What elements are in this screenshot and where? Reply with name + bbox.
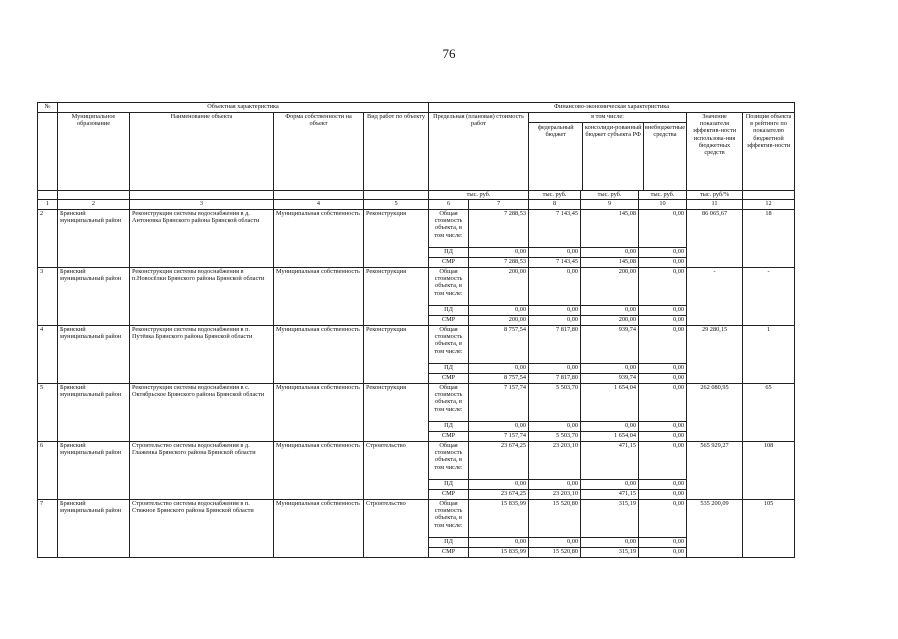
row-label-pd: ПД — [429, 306, 469, 316]
cell-total: 0,00 — [469, 248, 529, 258]
column-number: 6 — [429, 200, 469, 210]
column-number: 1 — [38, 200, 58, 210]
row-number: 4 — [38, 326, 58, 384]
unit-blank-3 — [130, 191, 274, 200]
row-position: 108 — [743, 442, 795, 500]
cell-federal: 15 520,80 — [529, 548, 581, 558]
cell-extrabudget: 0,00 — [639, 548, 687, 558]
header-including-group — [529, 113, 687, 191]
cell-federal: 0,00 — [529, 316, 581, 326]
row-label-pd: ПД — [429, 248, 469, 258]
cell-total: 8 757,54 — [469, 374, 529, 384]
row-label-general: Общая стоимость объекта, в том числе: — [429, 442, 469, 480]
unit-blank-4 — [274, 191, 364, 200]
cell-federal: 0,00 — [529, 538, 581, 548]
cell-consolidated: 145,08 — [581, 258, 639, 268]
unit-blank-12 — [743, 191, 795, 200]
row-label-smr: СМР — [429, 316, 469, 326]
row-object-name: Реконструкция системы водоснабжения в п.Новосёлки Брянского района Брянской области — [130, 268, 274, 326]
cell-total: 7 157,74 — [469, 384, 529, 422]
row-label-smr: СМР — [429, 432, 469, 442]
cell-consolidated: 1 654,04 — [581, 432, 639, 442]
financial-objects-table — [37, 102, 795, 558]
row-position: 65 — [743, 384, 795, 442]
table-row — [38, 268, 795, 306]
row-object-name: Строительство системы водоснабжения в п. Стяжное Брянского района Брянской области — [130, 500, 274, 558]
column-number: 2 — [58, 200, 130, 210]
row-ownership: Муниципальная собственность — [274, 326, 364, 384]
cell-consolidated: 0,00 — [581, 364, 639, 374]
cell-federal: 23 203,10 — [529, 490, 581, 500]
cell-federal: 5 503,70 — [529, 384, 581, 422]
cell-total: 23 674,25 — [469, 490, 529, 500]
header-object-characteristic: Объектная характеристика — [58, 103, 429, 113]
row-ownership: Муниципальная собственность — [274, 500, 364, 558]
header-work-type: Вид работ по объекту — [364, 113, 429, 191]
row-municipality: Брянский муниципальный район — [58, 210, 130, 268]
row-municipality: Брянский муниципальный район — [58, 384, 130, 442]
unit-blank-1 — [38, 191, 58, 200]
cell-total: 8 757,54 — [469, 326, 529, 364]
row-ownership: Муниципальная собственность — [274, 442, 364, 500]
row-municipality: Брянский муниципальный район — [58, 442, 130, 500]
column-number: 10 — [639, 200, 687, 210]
row-label-pd: ПД — [429, 422, 469, 432]
row-label-smr: СМР — [429, 548, 469, 558]
cell-total: 0,00 — [469, 480, 529, 490]
header-object-name: Наименование объекта — [130, 113, 274, 191]
header-ownership: Форма собственности на объект — [274, 113, 364, 191]
row-work-type: Реконструкция — [364, 326, 429, 384]
cell-consolidated: 471,15 — [581, 442, 639, 480]
header-municipality: Муниципальное образование — [58, 113, 130, 191]
cell-extrabudget: 0,00 — [639, 432, 687, 442]
row-label-smr: СМР — [429, 490, 469, 500]
cell-total: 15 835,99 — [469, 548, 529, 558]
row-label-smr: СМР — [429, 374, 469, 384]
cell-consolidated: 939,74 — [581, 326, 639, 364]
cell-extrabudget: 0,00 — [639, 374, 687, 384]
cell-extrabudget: 0,00 — [639, 490, 687, 500]
row-position: - — [743, 268, 795, 326]
row-position: 1 — [743, 326, 795, 384]
cell-extrabudget: 0,00 — [639, 364, 687, 374]
row-work-type: Реконструкция — [364, 210, 429, 268]
cell-extrabudget: 0,00 — [639, 500, 687, 538]
row-label-general: Общая стоимость объекта, в том числе: — [429, 384, 469, 422]
row-label-pd: ПД — [429, 364, 469, 374]
cell-total: 0,00 — [469, 538, 529, 548]
row-label-general: Общая стоимость объекта, в том числе: — [429, 268, 469, 306]
cell-consolidated: 939,74 — [581, 374, 639, 384]
column-number: 5 — [364, 200, 429, 210]
header-financial-characteristic: Финансово-экономическая характеристика — [429, 103, 795, 113]
column-number: 12 — [743, 200, 795, 210]
row-efficiency: - — [687, 268, 743, 326]
cell-extrabudget: 0,00 — [639, 210, 687, 248]
cell-extrabudget: 0,00 — [639, 422, 687, 432]
row-number: 3 — [38, 268, 58, 326]
row-number: 6 — [38, 442, 58, 500]
unit-blank-2 — [58, 191, 130, 200]
header-including: в том числе: — [529, 113, 686, 123]
row-efficiency: 262 080,95 — [687, 384, 743, 442]
cell-total: 23 674,25 — [469, 442, 529, 480]
table-row — [38, 442, 795, 480]
cell-federal: 7 817,80 — [529, 374, 581, 384]
cell-consolidated: 200,00 — [581, 268, 639, 306]
column-number: 8 — [529, 200, 581, 210]
row-label-pd: ПД — [429, 538, 469, 548]
row-object-name: Строительство системы водоснабжения в д. Глаженка Брянского района Брянской области — [130, 442, 274, 500]
cell-extrabudget: 0,00 — [639, 268, 687, 306]
header-efficiency: Значение показателя эффектив-ности использова-ния бюджетных средств — [687, 113, 743, 191]
row-label-general: Общая стоимость объекта, в том числе: — [429, 326, 469, 364]
row-ownership: Муниципальная собственность — [274, 210, 364, 268]
cell-total: 200,00 — [469, 268, 529, 306]
header-number-blank — [38, 113, 58, 191]
row-efficiency: 565 929,27 — [687, 442, 743, 500]
unit-cost: тыс. руб. — [429, 191, 529, 200]
cell-federal: 0,00 — [529, 364, 581, 374]
row-number: 5 — [38, 384, 58, 442]
cell-federal: 0,00 — [529, 248, 581, 258]
column-number: 7 — [469, 200, 529, 210]
cell-consolidated: 471,15 — [581, 490, 639, 500]
cell-total: 15 835,99 — [469, 500, 529, 538]
page-number: 76 — [442, 46, 456, 61]
row-label-pd: ПД — [429, 480, 469, 490]
cell-extrabudget: 0,00 — [639, 316, 687, 326]
table-row — [38, 500, 795, 538]
cell-federal: 0,00 — [529, 422, 581, 432]
cell-federal: 0,00 — [529, 306, 581, 316]
unit-federal: тыс. руб. — [529, 191, 581, 200]
cell-federal: 7 143,45 — [529, 210, 581, 248]
header-extrabudget: внебюджетные средства — [644, 124, 686, 139]
unit-efficiency: тыс. руб/% — [687, 191, 743, 200]
table-body — [38, 210, 795, 558]
row-object-name: Реконструкция системы водоснабжения в д. Антоновка Брянского района Брянской области — [130, 210, 274, 268]
column-number: 11 — [687, 200, 743, 210]
cell-consolidated: 200,00 — [581, 316, 639, 326]
row-object-name: Реконструкция системы водоснабжения в с. Октябрьское Брянского района Брянской области — [130, 384, 274, 442]
header-consolidated: консолиди-рованный бюджет субъекта РФ — [583, 123, 643, 190]
row-work-type: Реконструкция — [364, 268, 429, 326]
cell-consolidated: 0,00 — [581, 248, 639, 258]
cell-total: 0,00 — [469, 422, 529, 432]
row-ownership: Муниципальная собственность — [274, 384, 364, 442]
cell-extrabudget: 0,00 — [639, 384, 687, 422]
row-number: 2 — [38, 210, 58, 268]
unit-consolidated: тыс. руб. — [581, 191, 639, 200]
cell-total: 7 288,53 — [469, 210, 529, 248]
column-number: 9 — [581, 200, 639, 210]
row-object-name: Реконструкция системы водоснабжения в п. Путёвка Брянского района Брянской области — [130, 326, 274, 384]
row-label-smr: СМР — [429, 258, 469, 268]
cell-federal: 23 203,10 — [529, 442, 581, 480]
header-number-sign: № — [38, 103, 58, 113]
unit-blank-5 — [364, 191, 429, 200]
cell-consolidated: 315,19 — [581, 548, 639, 558]
cell-total: 7 157,74 — [469, 432, 529, 442]
cell-consolidated: 145,08 — [581, 210, 639, 248]
cell-federal: 5 503,70 — [529, 432, 581, 442]
cell-extrabudget: 0,00 — [639, 442, 687, 480]
cell-extrabudget: 0,00 — [639, 258, 687, 268]
column-number: 4 — [274, 200, 364, 210]
row-number: 7 — [38, 500, 58, 558]
cell-federal: 7 143,45 — [529, 258, 581, 268]
cell-consolidated: 0,00 — [581, 306, 639, 316]
row-efficiency: 535 200,09 — [687, 500, 743, 558]
row-municipality: Брянский муниципальный район — [58, 326, 130, 384]
row-efficiency: 29 280,15 — [687, 326, 743, 384]
row-municipality: Брянский муниципальный район — [58, 268, 130, 326]
cell-total: 0,00 — [469, 306, 529, 316]
cell-extrabudget: 0,00 — [639, 538, 687, 548]
cell-extrabudget: 0,00 — [639, 248, 687, 258]
table-row — [38, 384, 795, 422]
cell-federal: 0,00 — [529, 268, 581, 306]
cell-extrabudget: 0,00 — [639, 326, 687, 364]
cell-total: 7 288,53 — [469, 258, 529, 268]
cell-extrabudget: 0,00 — [639, 306, 687, 316]
row-efficiency: 86 065,67 — [687, 210, 743, 268]
row-position: 18 — [743, 210, 795, 268]
row-ownership: Муниципальная собственность — [274, 268, 364, 326]
row-work-type: Реконструкция — [364, 384, 429, 442]
header-limit-cost: Предельная (плановая) стоимость работ — [429, 113, 529, 191]
row-position: 105 — [743, 500, 795, 558]
cell-consolidated: 0,00 — [581, 538, 639, 548]
cell-federal: 15 520,80 — [529, 500, 581, 538]
row-work-type: Строительство — [364, 442, 429, 500]
cell-total: 0,00 — [469, 364, 529, 374]
unit-extrabudget: тыс. руб. — [639, 191, 687, 200]
cell-federal: 7 817,80 — [529, 326, 581, 364]
header-position: Позиция объекта в рейтинге по показателю бюджетной эффектив-ности — [743, 113, 795, 191]
cell-consolidated: 1 654,04 — [581, 384, 639, 422]
cell-federal: 0,00 — [529, 480, 581, 490]
row-municipality: Брянский муниципальный район — [58, 500, 130, 558]
column-number: 3 — [130, 200, 274, 210]
cell-total: 200,00 — [469, 316, 529, 326]
cell-consolidated: 0,00 — [581, 422, 639, 432]
row-label-general: Общая стоимость объекта, в том числе: — [429, 500, 469, 538]
cell-consolidated: 0,00 — [581, 480, 639, 490]
table-row — [38, 326, 795, 364]
cell-extrabudget: 0,00 — [639, 480, 687, 490]
row-label-general: Общая стоимость объекта, в том числе: — [429, 210, 469, 248]
table-row — [38, 210, 795, 248]
header-federal: федеральный бюджет — [529, 123, 583, 190]
row-work-type: Строительство — [364, 500, 429, 558]
cell-consolidated: 315,19 — [581, 500, 639, 538]
